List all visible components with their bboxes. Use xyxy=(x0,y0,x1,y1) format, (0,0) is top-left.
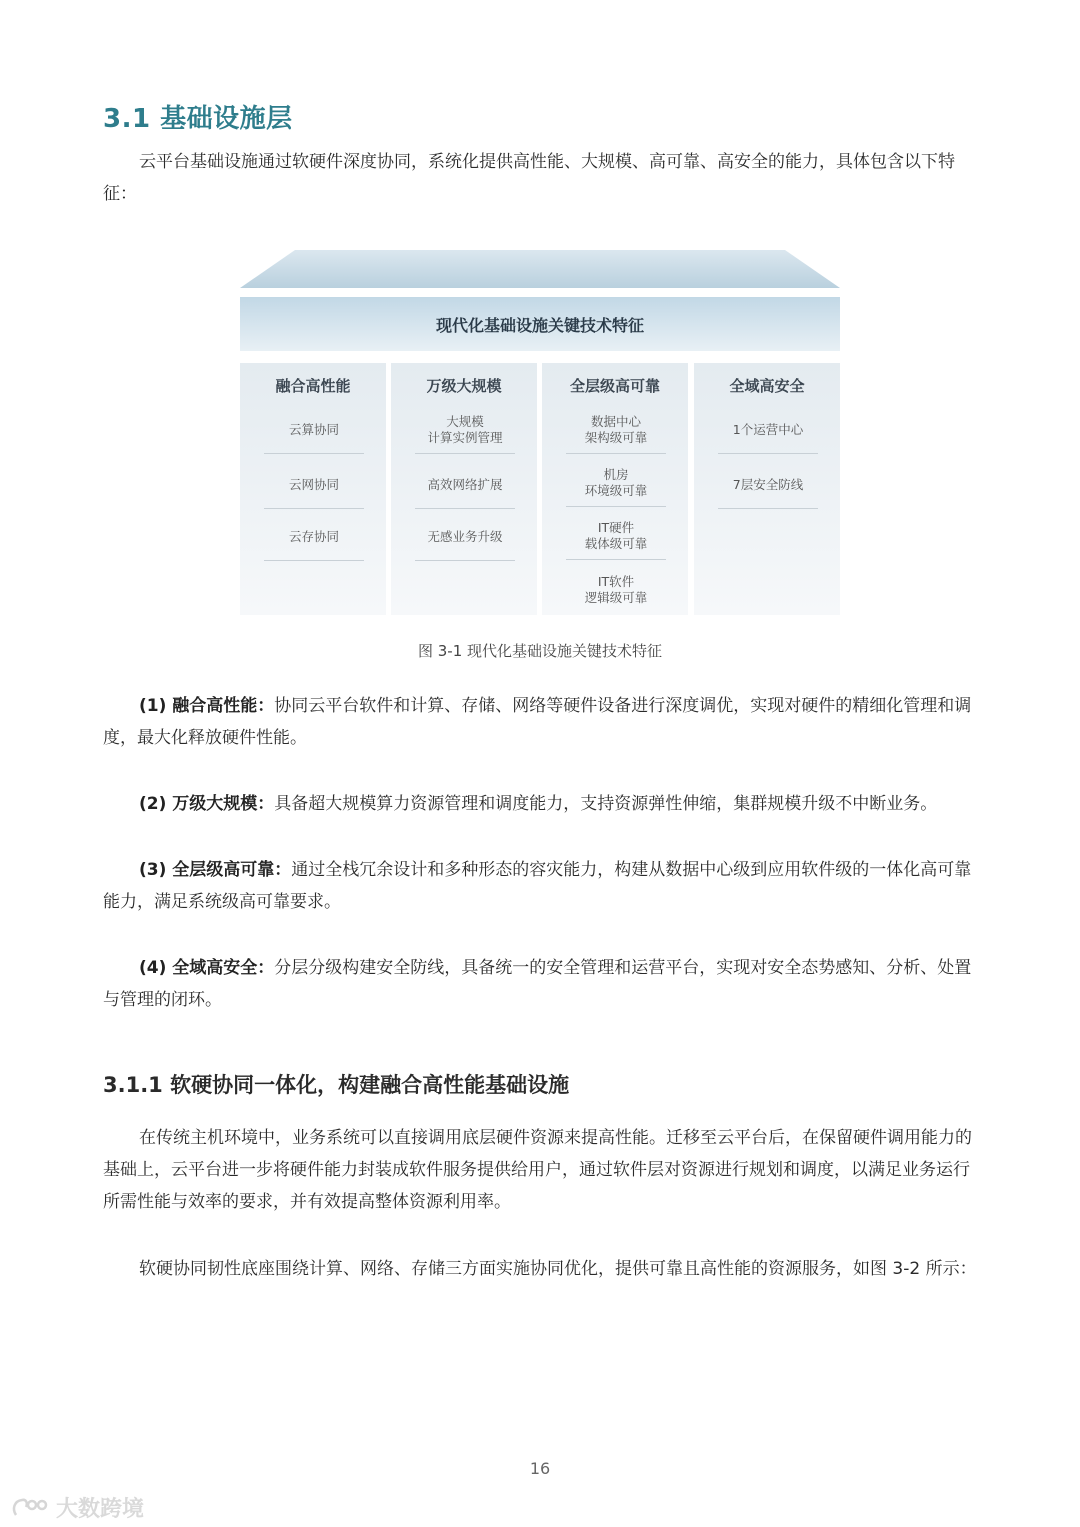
column-cell: 7层安全防线 xyxy=(718,462,818,509)
figure-3-1 xyxy=(240,250,840,615)
column-high-reliability xyxy=(542,363,688,615)
column-cell: 云算协同 xyxy=(264,407,364,454)
subsection-heading: 3.1.1 软硬协同一体化，构建融合高性能基础设施 xyxy=(103,1073,570,1097)
figure-banner: 现代化基础设施关键技术特征 xyxy=(240,297,840,351)
feature-label: (3) 全层级高可靠： xyxy=(139,860,292,880)
watermark-logo-icon xyxy=(10,1495,50,1521)
feature-4 xyxy=(103,952,979,1016)
figure-caption: 图 3-1 现代化基础设施关键技术特征 xyxy=(417,642,663,660)
column-title: 融合高性能 xyxy=(275,377,351,395)
column-full-security xyxy=(694,363,840,615)
feature-text: 通过全栈冗余设计和多种形态的容灾能力，构建从数据中心级到应用软件级的一体化高可靠能力，满足系统级高可靠要求。 xyxy=(103,860,972,912)
feature-2 xyxy=(103,788,979,820)
feature-3 xyxy=(103,854,979,918)
column-cell: 高效网络扩展 xyxy=(415,462,515,509)
column-cell: IT硬件 载体级可靠 xyxy=(566,513,666,560)
column-fusion-performance xyxy=(240,363,386,615)
roof-shape xyxy=(240,250,840,290)
feature-label: (2) 万级大规模： xyxy=(139,794,275,814)
section-heading: 3.1 基础设施层 xyxy=(103,104,293,134)
feature-label: (4) 全域高安全： xyxy=(139,958,275,978)
column-massive-scale xyxy=(391,363,537,615)
watermark-text: 大数跨境 xyxy=(56,1497,145,1522)
feature-1 xyxy=(103,690,979,754)
column-title: 全层级高可靠 xyxy=(569,377,660,395)
column-cell: 数据中心 架构级可靠 xyxy=(566,407,666,454)
body-paragraph-2: 软硬协同韧性底座围绕计算、网络、存储三方面实施协同优化，提供可靠且高性能的资源服务，如图 3-2 所示： xyxy=(139,1259,977,1279)
column-cell: 1个运营中心 xyxy=(718,407,818,454)
column-cell: 云存协同 xyxy=(264,514,364,561)
body-paragraph-1: 在传统主机环境中，业务系统可以直接调用底层硬件资源来提高性能。迁移至云平台后，在保留硬件调用能力的基础上，云平台进一步将硬件能力封装成软件服务提供给用户，通过软件层对资源进行规划和调度，以满足业务运行所需性能与效率的要求，并有效提高整体资源利用率。 xyxy=(103,1128,972,1212)
column-cell: IT软件 逻辑级可靠 xyxy=(584,574,648,605)
feature-text: 具备超大规模算力资源管理和调度能力，支持资源弹性伸缩，集群规模升级不中断业务。 xyxy=(274,794,938,814)
column-cell: 云网协同 xyxy=(264,462,364,509)
column-title: 全域高安全 xyxy=(729,377,805,395)
feature-text: 分层分级构建安全防线，具备统一的安全管理和运营平台，实现对安全态势感知、分析、处置与管理的闭环。 xyxy=(103,958,972,1010)
intro-paragraph: 云平台基础设施通过软硬件深度协同，系统化提供高性能、大规模、高可靠、高安全的能力，具体包含以下特征： xyxy=(103,152,955,204)
column-title: 万级大规模 xyxy=(426,377,502,395)
watermark xyxy=(10,1492,144,1523)
feature-text: 协同云平台软件和计算、存储、网络等硬件设备进行深度调优，实现对硬件的精细化管理和调度，最大化释放硬件性能。 xyxy=(103,696,972,748)
feature-label: (1) 融合高性能： xyxy=(139,696,275,716)
column-cell: 无感业务升级 xyxy=(415,514,515,561)
column-cell: 机房 环境级可靠 xyxy=(566,460,666,507)
column-cell: 大规模 计算实例管理 xyxy=(415,407,515,454)
page-number: 16 xyxy=(529,1459,551,1478)
